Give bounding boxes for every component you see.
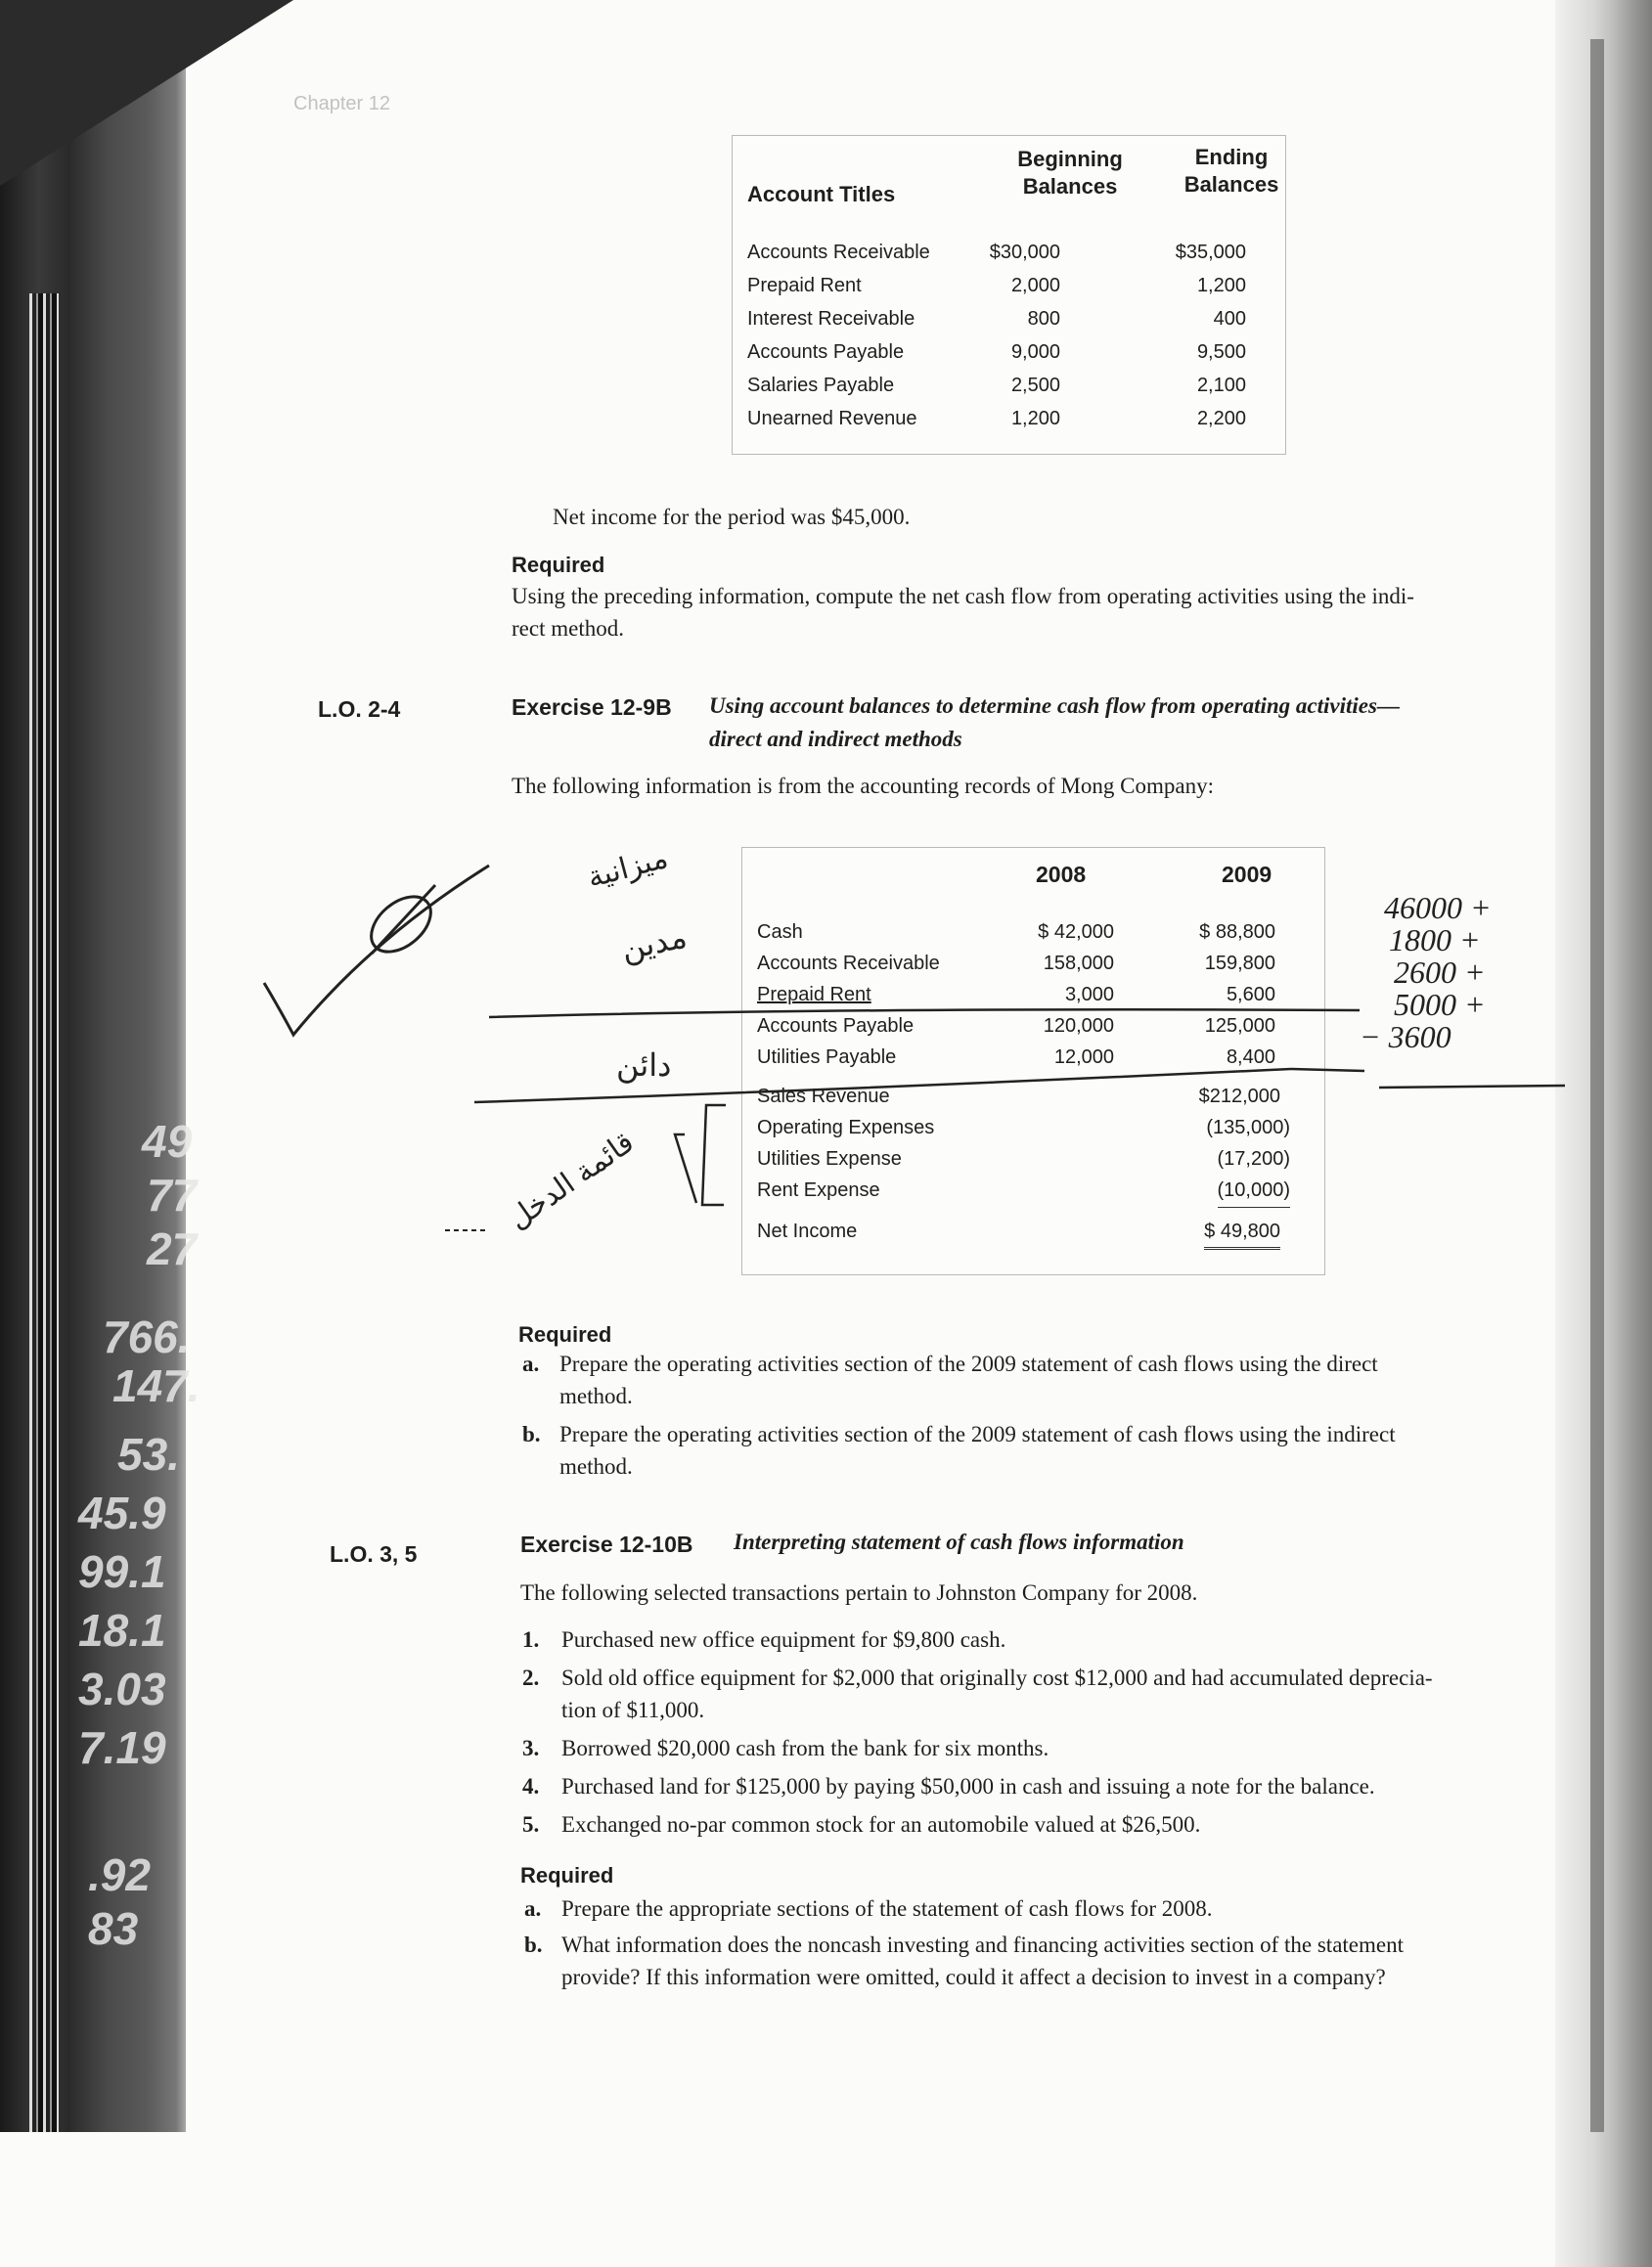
strip-number: 147. (112, 1360, 201, 1411)
strip-number: 45.9 (78, 1488, 166, 1538)
arabic-note: مدين (617, 918, 691, 967)
ending-balance: 2,100 (1196, 375, 1246, 396)
text-line: method. (559, 1454, 633, 1479)
text-line: Sold old office equipment for $2,000 that originally cost $12,000 and had accumulated deprecia- (561, 1666, 1433, 1690)
text-line: Prepare the operating activities section of the 2009 statement of cash flows using the direct (559, 1352, 1378, 1376)
strike-line-2 (474, 1069, 1291, 1102)
text-line: What information does the noncash investing and financing activities section of the statement (561, 1933, 1404, 1957)
item-marker: 5. (522, 1812, 540, 1837)
strip-number: 7.19 (78, 1722, 166, 1773)
list-item (520, 1892, 1557, 1925)
exercise-number: Exercise 12-10B (520, 1532, 693, 1557)
strike-line-1 (489, 1009, 1360, 1017)
text-line: tion of $11,000. (561, 1698, 705, 1722)
exercise-intro: The following selected transactions pertain to Johnston Company for 2008. (520, 1580, 1198, 1605)
strip-number: 99.1 (78, 1546, 166, 1597)
column-header-2009: 2009 (1222, 862, 1272, 887)
item-marker: 3. (522, 1736, 540, 1760)
chapter-label: Chapter 12 (293, 93, 390, 114)
arrow-line (1291, 1069, 1364, 1071)
header-line: Ending (1194, 145, 1269, 169)
ending-balance: 1,200 (1196, 275, 1246, 296)
account-title: Utilities Expense (757, 1148, 902, 1170)
exercise-number: Exercise 12-9B (512, 694, 672, 720)
account-title: Accounts Receivable (757, 953, 940, 974)
handwritten-calculation (1360, 890, 1492, 1054)
list-item (520, 1808, 1557, 1841)
account-title: Utilities Payable (757, 1046, 897, 1068)
list-item (520, 1623, 1557, 1656)
required-list (520, 1892, 1557, 1993)
ending-balance: 9,500 (1196, 341, 1246, 363)
value-2008: $ 42,000 (1038, 921, 1114, 943)
handwritten-line: 5000 + (1394, 987, 1486, 1022)
bracket-mark-large (702, 1105, 726, 1205)
item-marker: 1. (522, 1627, 540, 1652)
ending-balance: 2,200 (1196, 408, 1246, 429)
title-line: Using account balances to determine cash flow from operating activities— (709, 693, 1400, 718)
account-title: Prepaid Rent (747, 275, 862, 296)
list-item (518, 1348, 1555, 1412)
list-item (518, 1418, 1555, 1483)
column-header-2008: 2008 (1036, 862, 1087, 887)
strip-number: 83 (88, 1903, 139, 1954)
item-marker: b. (524, 1933, 543, 1957)
handwritten-line: 1800 + (1389, 922, 1481, 957)
value-2009: 5,600 (1226, 984, 1275, 1005)
header-line: Balances (1183, 172, 1279, 197)
text-line: provide? If this information were omitted, could it affect a decision to invest in a company? (561, 1965, 1386, 1989)
beginning-balance: $30,000 (989, 242, 1060, 263)
value-2009: $212,000 (1198, 1086, 1280, 1107)
beginning-balance: 2,000 (1010, 275, 1060, 296)
beginning-balance: 800 (1027, 308, 1060, 330)
account-title: Prepaid Rent (757, 984, 871, 1005)
account-title: Cash (757, 921, 803, 943)
text-line: Purchased new office equipment for $9,800 cash. (561, 1627, 1006, 1652)
text-line: Using the preceding information, compute the net cash flow from operating activities using the indi- (512, 584, 1414, 608)
beginning-balance: 2,500 (1010, 375, 1060, 396)
slash-line (372, 885, 435, 954)
text-line: Borrowed $20,000 cash from the bank for six months. (561, 1736, 1049, 1760)
strip-number: 49 (142, 1116, 193, 1167)
value-2009: $ 49,800 (1204, 1216, 1280, 1250)
header-line: Balances (1022, 174, 1118, 199)
value-2009: (10,000) (1218, 1175, 1291, 1208)
item-marker: a. (524, 1896, 542, 1921)
list-item (520, 1929, 1557, 1993)
strip-number: 3.03 (78, 1664, 166, 1714)
arabic-note: قائمة الدخل (502, 1126, 641, 1236)
required-heading: Required (518, 1322, 612, 1347)
list-item (520, 1732, 1557, 1764)
sum-underline (1379, 1086, 1565, 1088)
item-marker: a. (522, 1352, 540, 1376)
strip-number: 18.1 (78, 1605, 166, 1656)
required-list (518, 1348, 1555, 1483)
handwritten-line: 2600 + (1394, 955, 1486, 990)
value-2009: (135,000) (1206, 1117, 1290, 1138)
beginning-balance: 1,200 (1010, 408, 1060, 429)
title-line: direct and indirect methods (709, 727, 962, 751)
header-line: Beginning (1017, 147, 1123, 171)
value-2009: 125,000 (1204, 1015, 1275, 1037)
ending-balance: $35,000 (1175, 242, 1246, 263)
handwritten-line: 46000 + (1384, 890, 1492, 925)
item-marker: 2. (522, 1666, 540, 1690)
list-item (520, 1662, 1557, 1726)
strip-number: 27 (147, 1223, 198, 1274)
net-income-statement: Net income for the period was $45,000. (553, 505, 911, 529)
transaction-list (520, 1623, 1557, 1841)
text-line: Exchanged no-par common stock for an automobile valued at $26,500. (561, 1812, 1201, 1837)
value-2009: 8,400 (1226, 1046, 1275, 1068)
text-line: Prepare the appropriate sections of the statement of cash flows for 2008. (561, 1896, 1213, 1921)
item-marker: 4. (522, 1774, 540, 1799)
item-marker: b. (522, 1422, 541, 1446)
ending-balance: 400 (1213, 308, 1246, 330)
learning-objective-label: L.O. 3, 5 (330, 1541, 418, 1567)
list-item (520, 1770, 1557, 1802)
account-title: Salaries Payable (747, 375, 895, 396)
account-title: Accounts Receivable (747, 242, 930, 263)
value-2008: 12,000 (1053, 1046, 1114, 1068)
handwritten-line: − 3600 (1360, 1019, 1451, 1054)
value-2009: (17,200) (1217, 1148, 1290, 1170)
account-title: Accounts Payable (757, 1015, 915, 1037)
value-2008: 120,000 (1043, 1015, 1114, 1037)
required-heading: Required (512, 553, 605, 577)
exercise-intro: The following information is from the accounting records of Mong Company: (512, 774, 1214, 798)
arabic-note: دائن (616, 1047, 672, 1083)
account-title: Net Income (757, 1221, 858, 1242)
account-title: Unearned Revenue (747, 408, 917, 429)
account-title: Rent Expense (757, 1179, 880, 1201)
account-title: Interest Receivable (747, 308, 915, 330)
value-2008: 3,000 (1064, 984, 1114, 1005)
account-title: Operating Expenses (757, 1117, 935, 1138)
strip-number: .92 (88, 1849, 151, 1900)
learning-objective-label: L.O. 2-4 (318, 696, 401, 722)
account-title: Accounts Payable (747, 341, 905, 363)
text-line: method. (559, 1384, 633, 1408)
value-2008: 158,000 (1043, 953, 1114, 974)
account-title: Sales Revenue (757, 1086, 890, 1107)
bracket-mark (675, 1134, 696, 1203)
text-line: rect method. (512, 616, 624, 641)
text-line: Prepare the operating activities section of the 2009 statement of cash flows using the indirect (559, 1422, 1396, 1446)
strip-number: 766. (103, 1311, 191, 1362)
beginning-balance: 9,000 (1010, 341, 1060, 363)
exercise-title: Interpreting statement of cash flows information (734, 1530, 1184, 1554)
arabic-note: ميزانية (584, 841, 672, 895)
required-heading: Required (520, 1863, 614, 1888)
strip-number: 53. (117, 1429, 180, 1480)
value-2009: $ 88,800 (1199, 921, 1275, 943)
strip-number: 77 (147, 1170, 198, 1221)
column-header-account-titles: Account Titles (747, 182, 896, 206)
value-2009: 159,800 (1204, 953, 1275, 974)
text-line: Purchased land for $125,000 by paying $50,000 in cash and issuing a note for the balance. (561, 1774, 1375, 1799)
